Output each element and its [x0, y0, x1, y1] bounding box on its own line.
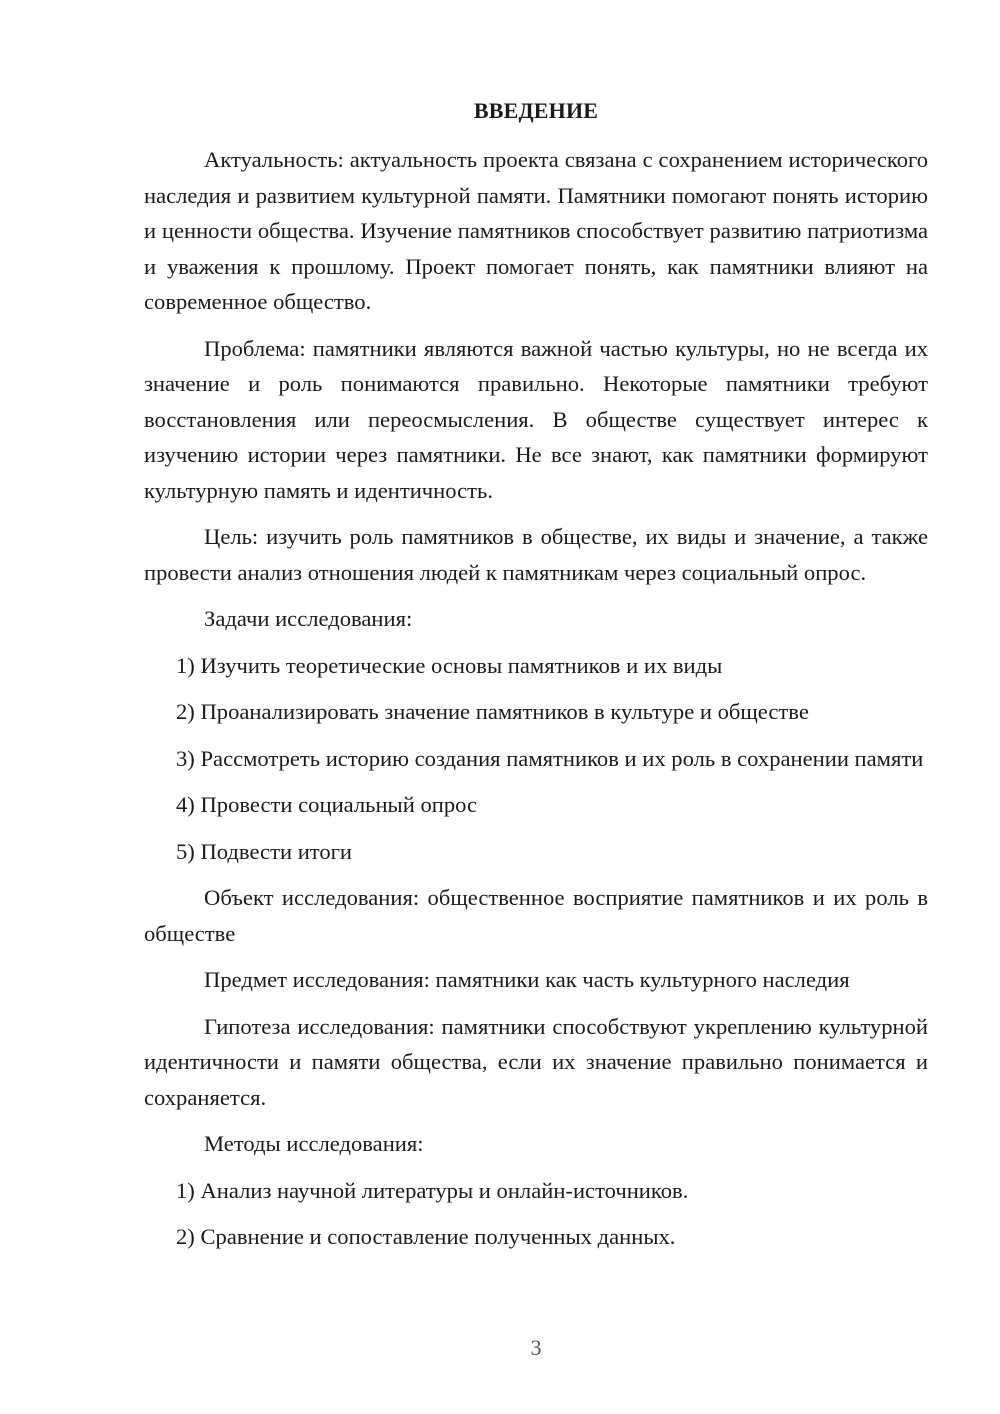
task-item-4: 4) Провести социальный опрос — [176, 792, 478, 817]
paragraph-relevance: Актуальность: актуальность проекта связана с сохранением исторического наследия и развитием культурной памяти. Памятники помогают понять историю и ценности общества. Изучение памятников способствует развитию патриотизма и уважения к прошлому. Проект помогает понять, как памятники влияют на современное общество. — [144, 147, 928, 314]
document-page — [144, 0, 928, 1414]
paragraph-subject: Предмет исследования: памятники как часть культурного наследия — [204, 967, 850, 992]
paragraph-tasks-heading: Задачи исследования: — [204, 606, 413, 631]
section-title: ВВЕДЕНИЕ — [473, 98, 599, 123]
body-text — [144, 142, 928, 1255]
paragraph-goal: Цель: изучить роль памятников в обществе, их виды и значение, а также провести анализ отношения людей к памятникам через социальный опрос. — [144, 524, 928, 585]
page-number: 3 — [530, 1335, 542, 1360]
paragraph-hypothesis: Гипотеза исследования: памятники способствуют укреплению культурной идентичности и памяти общества, если их значение правильно понимается и сохраняется. — [144, 1013, 928, 1110]
paragraph-problem: Проблема: памятники являются важной частью культуры, но не всегда их значение и роль понимаются правильно. Некоторые памятники требуют восстановления или переосмысления. В обществе существует интерес к изучению истории через памятники. Не все знают, как памятники формируют культурную память и идентичность. — [144, 335, 928, 503]
task-item-1: 1) Изучить теоретические основы памятников и их виды — [176, 652, 723, 678]
paragraph-object: Объект исследования: общественное восприятие памятников и их роль в обществе — [144, 885, 928, 946]
task-item-2: 2) Проанализировать значение памятников в культуре и обществе — [176, 699, 809, 724]
method-item-1: 1) Анализ научной литературы и онлайн-источников. — [176, 1177, 689, 1203]
paragraph-methods-heading: Методы исследования: — [204, 1131, 424, 1156]
task-item-3: 3) Рассмотреть историю создания памятников и их роль в сохранении памяти — [176, 745, 924, 771]
task-item-5: 5) Подвести итоги — [176, 838, 353, 864]
method-item-2: 2) Сравнение и сопоставление полученных данных. — [176, 1224, 676, 1249]
